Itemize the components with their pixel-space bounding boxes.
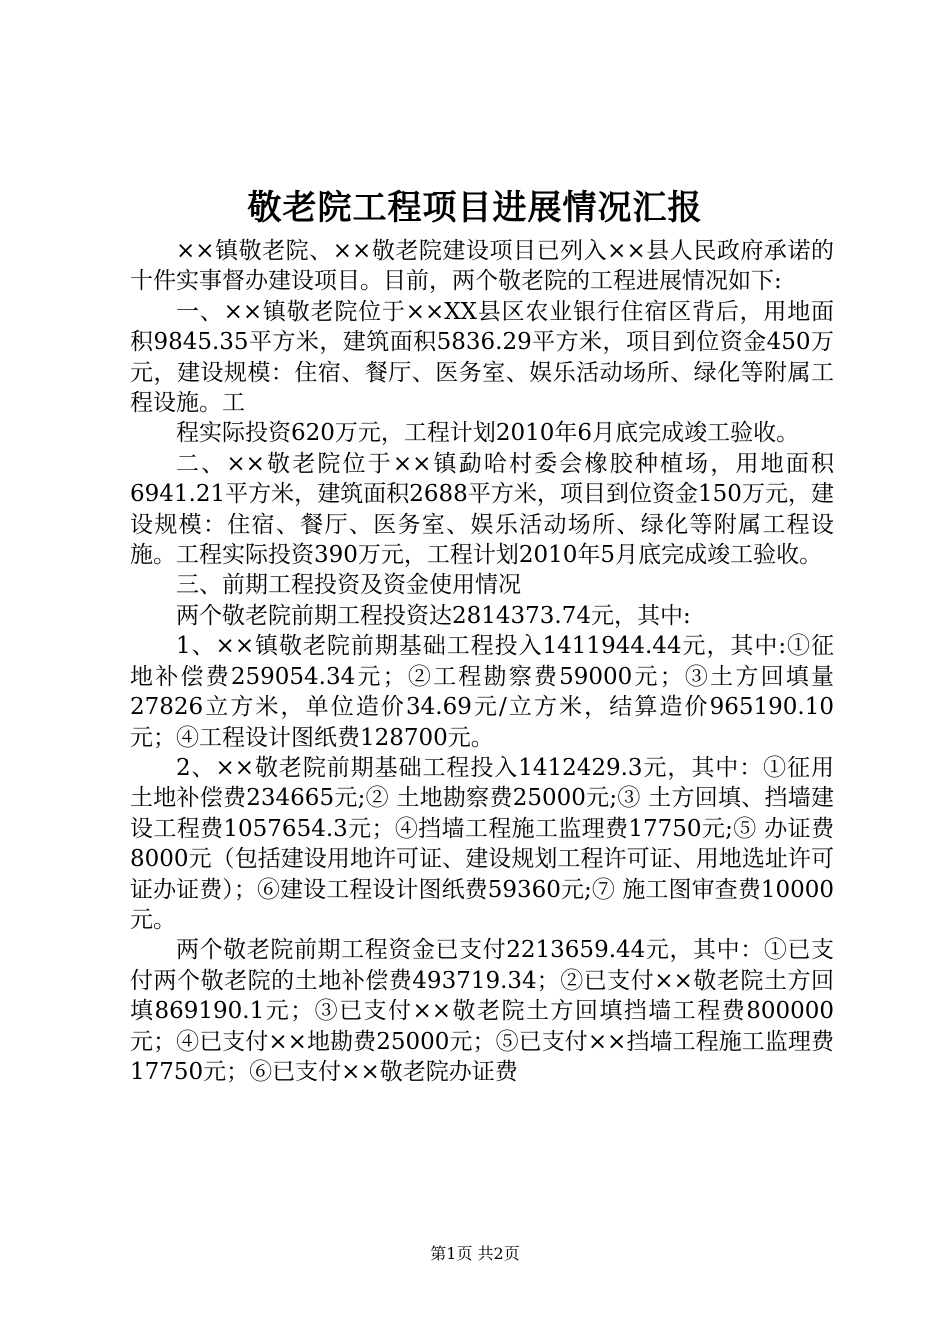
document-body: [130, 236, 834, 1087]
page-footer: 第1页 共2页: [430, 1244, 520, 1263]
paragraph-section-1-continued: 程实际投资620万元，工程计划2010年6月底完成竣工验收。: [176, 420, 800, 447]
paragraph-total-investment: 两个敬老院前期工程投资达2814373.74元，其中:: [176, 602, 691, 629]
paragraph-intro: ××镇敬老院、××敬老院建设项目已列入××县人民政府承诺的十件实事督办建设项目。目前，两个敬老院的工程进展情况如下:: [130, 238, 834, 295]
paragraph-section-2: 二、××敬老院位于××镇勐哈村委会橡胶种植场，用地面积6941.21平方米，建筑面积2688平方米，项目到位资金150万元，建设规模：住宿、餐厅、医务室、娱乐活动场所、绿化等附属工程设施。工程实际投资390万元，工程计划2010年5月底完成竣工验收。: [130, 450, 834, 569]
paragraph-section-1: 一、××镇敬老院位于××XX县区农业银行住宿区背后，用地面积9845.35平方米，建筑面积5836.29平方米，项目到位资金450万元，建设规模：住宿、餐厅、医务室、娱乐活动场所、绿化等附属工程设施。工: [130, 298, 834, 417]
paragraph-item-2: 2、××敬老院前期基础工程投入1412429.3元，其中：①征用土地补偿费234665元;② 土地勘察费25000元;③ 土方回填、挡墙建设工程费1057654.3元；④挡墙工程施工监理费17750元;⑤ 办证费8000元（包括建设用地许可证、建设规划工程许可证、用地选址许可证办证费）；⑥建设工程设计图纸费59360元;⑦ 施工图审查费10000元。: [130, 754, 834, 933]
document-title: 敬老院工程项目进展情况汇报: [247, 188, 703, 228]
paragraph-item-1: 1、××镇敬老院前期基础工程投入1411944.44元，其中:①征地补偿费259054.34元；②工程勘察费59000元；③土方回填量27826立方米，单位造价34.69元/立方米，结算造价965190.10元；④工程设计图纸费128700元。: [130, 633, 834, 751]
paragraph-section-3-heading: 三、前期工程投资及资金使用情况: [176, 572, 521, 599]
paragraph-payments: 两个敬老院前期工程资金已支付2213659.44元，其中：①已支付两个敬老院的土地补偿费493719.34；②已支付××敬老院土方回填869190.1元；③已支付××敬老院土方回填挡墙工程费800000元；④已支付××地勘费25000元；⑤已支付××挡墙工程施工监理费17750元；⑥已支付××敬老院办证费: [130, 937, 834, 1085]
